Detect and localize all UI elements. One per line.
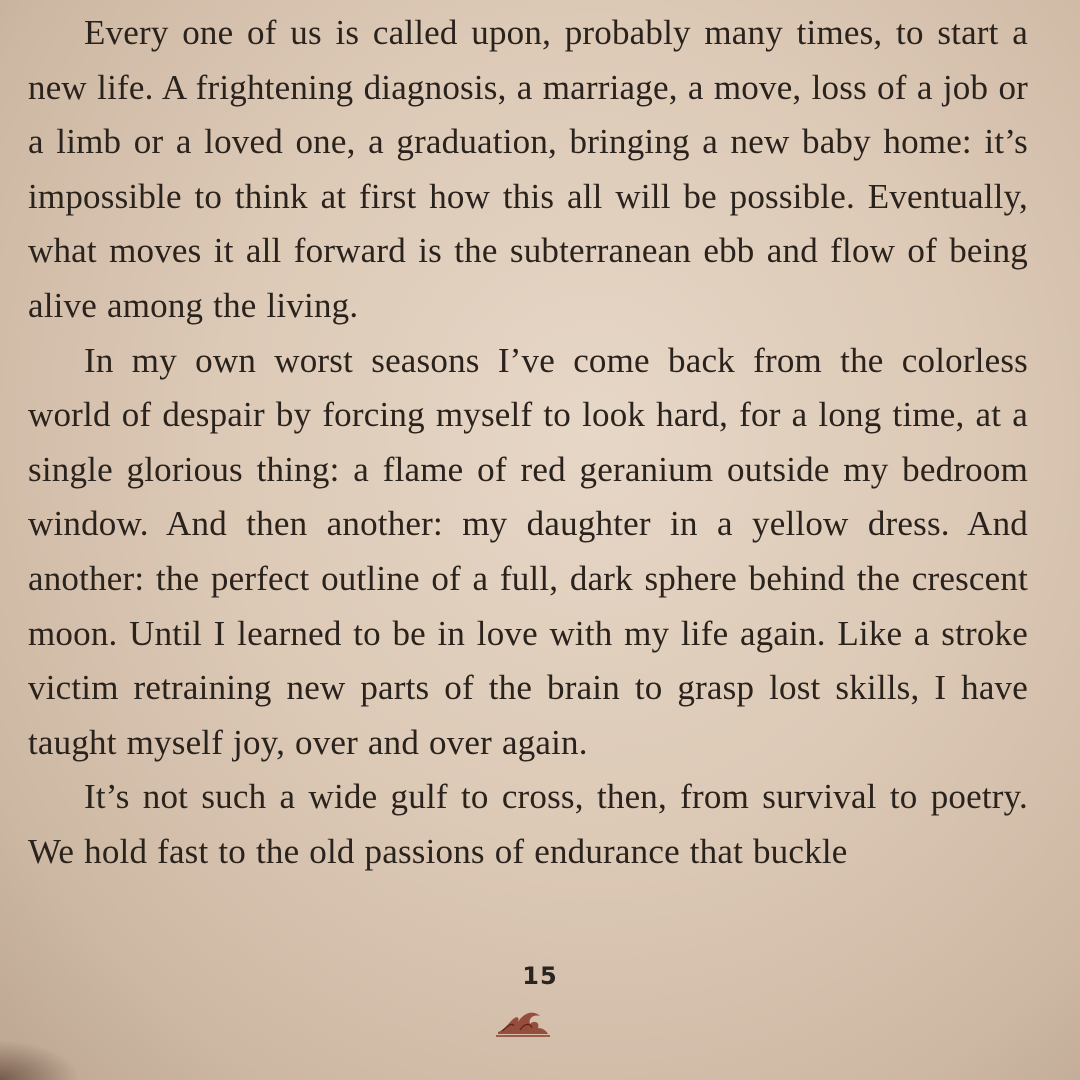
- paragraph-2: In my own worst seasons I’ve come back from the colorless world of despair by forcing myself to look hard, for a long time, at a single glorious thing: a flame of red geranium outside my bedroom window. And then another: my daughter in a yellow dress. And another: the perfect outline of a full, dark sphere behind the crescent moon. Until I learned to be in love with my life again. Like a stroke victim retraining new parts of the brain to grasp lost skills, I have taught myself joy, over and over again.: [28, 340, 1028, 762]
- paragraph-1: Every one of us is called upon, probably many times, to start a new life. A frightening diagnosis, a marriage, a move, loss of a job or a limb or a loved one, a graduation, bringing a new baby home: it’s impossible to think at first how this all will be possible. Eventually, what moves it all forward is the subterranean ebb and flow of being alive among the living.: [28, 13, 1028, 325]
- wave-ornament-icon: [494, 1002, 550, 1040]
- paragraph-3: It’s not such a wide gulf to cross, then, from survival to poetry. We hold fast to the old passions of endurance that buckle: [28, 777, 1028, 871]
- page-number: 15: [522, 962, 558, 990]
- body-text: [28, 6, 1028, 880]
- page-shadow: [0, 1040, 80, 1080]
